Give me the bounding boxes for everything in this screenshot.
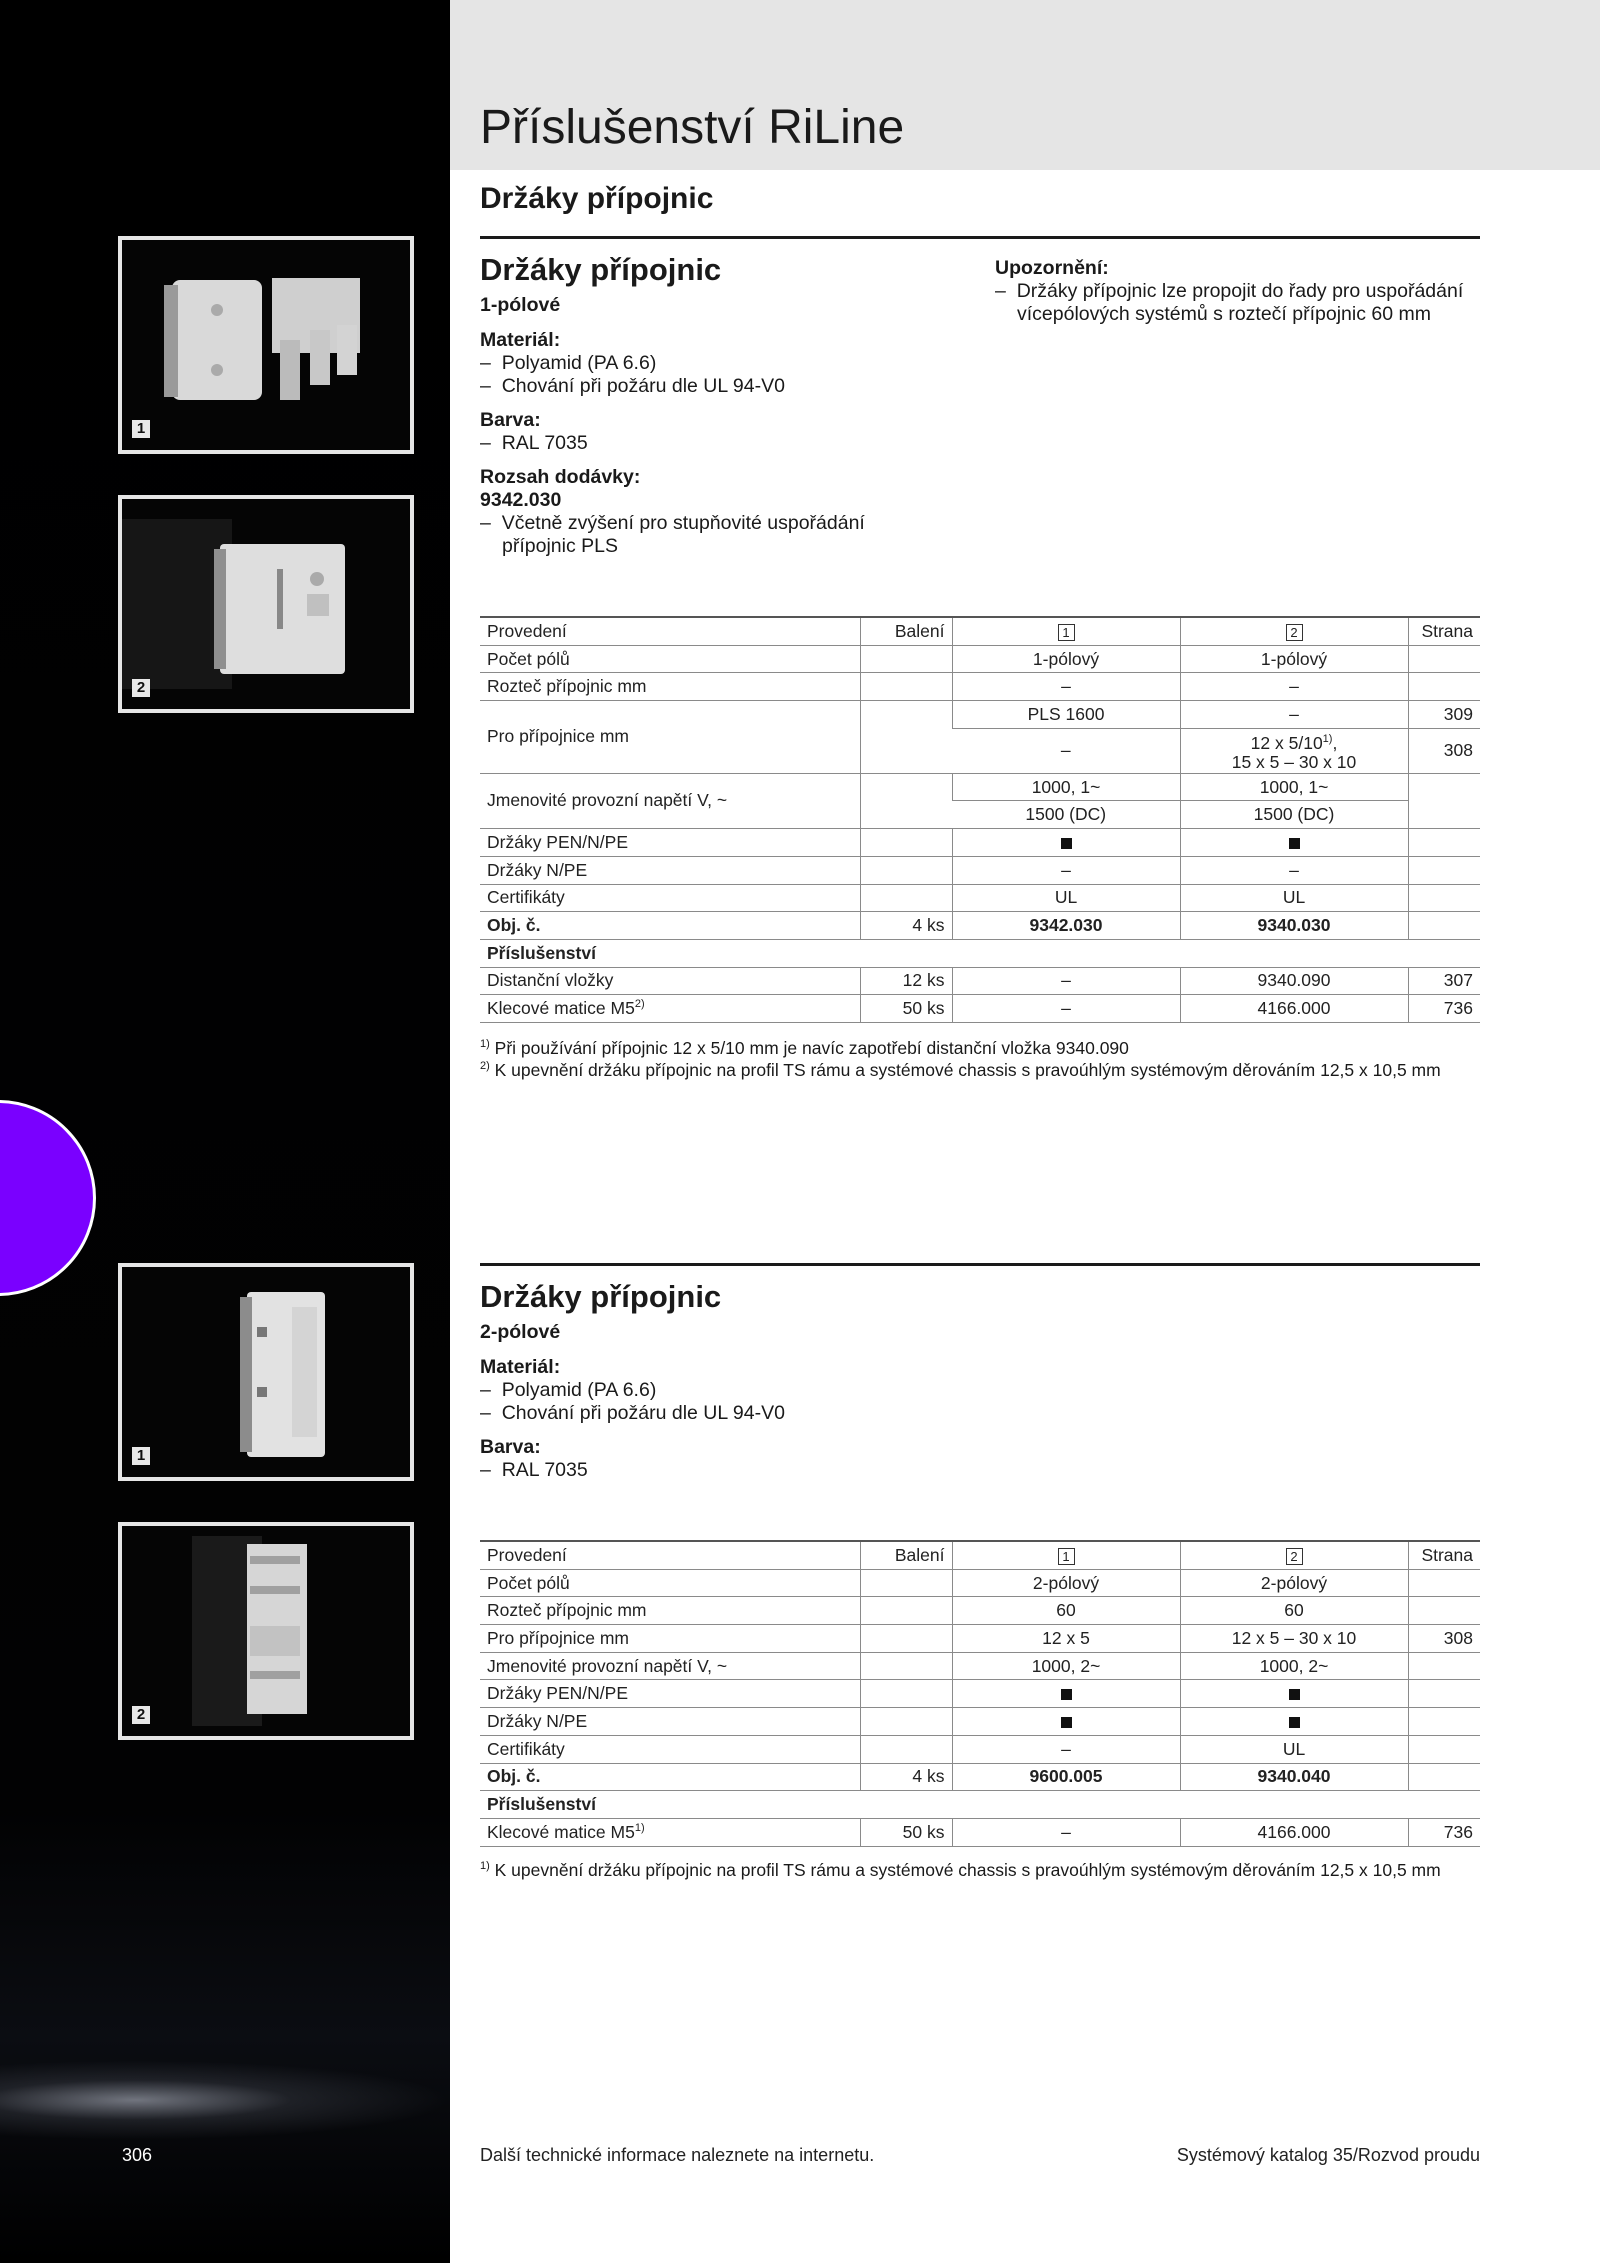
color-label: Barva: bbox=[480, 1436, 541, 1458]
scope-item: – Včetně zvýšení pro stupňovité uspořádání přípojnic PLS bbox=[480, 512, 865, 557]
section2-title: Držáky přípojnic bbox=[480, 1279, 722, 1314]
color-label: Barva: bbox=[480, 409, 541, 431]
table-row: Jmenovité provozní napětí V, ~ 1000, 1~ 1000, 1~ bbox=[480, 773, 1480, 801]
filled-square-icon bbox=[1289, 1717, 1300, 1728]
note-item: – Držáky přípojnic lze propojit do řady pro uspořádání vícepólových systémů s roztečí přípojnic 60 mm bbox=[995, 280, 1464, 325]
table-row: Držáky N/PE bbox=[480, 1708, 1480, 1736]
table-row: Příslušenství bbox=[480, 939, 1480, 967]
table-row: Distanční vložky 12 ks – 9340.090 307 bbox=[480, 967, 1480, 995]
table-row: Klecové matice M5$^{1)}$ 50 ks – 4166.000 736 bbox=[480, 1818, 1480, 1846]
table-row: – 12 x 5/10$^{1)}$, 15 x 5 – 30 x 10 308 bbox=[480, 728, 1480, 773]
note-label: Upozornění: bbox=[995, 257, 1109, 279]
table-row: Klecové matice M5$^{2)}$ 50 ks – 4166.000 736 bbox=[480, 995, 1480, 1023]
sidebar-glow bbox=[0, 2060, 450, 2140]
page-title: Příslušenství RiLine bbox=[480, 101, 905, 154]
photo-number-badge: 2 bbox=[132, 1706, 150, 1724]
photo-number-badge: 2 bbox=[132, 679, 150, 697]
section1-rule bbox=[480, 236, 1480, 239]
product-photo-1b bbox=[118, 495, 414, 713]
table-row: Certifikáty UL UL bbox=[480, 884, 1480, 912]
footnote: $^{2)}$ K upevnění držáku přípojnic na profil TS rámu a systémové chassis s pravoúhlým systémovým děrováním 12,5 x 10,5 mm bbox=[480, 1059, 1441, 1080]
table-row: 1500 (DC) 1500 (DC) bbox=[480, 801, 1480, 829]
footer-right: Systémový katalog 35/Rozvod proudu bbox=[1176, 2145, 1480, 2165]
header-cell: Balení bbox=[860, 617, 952, 645]
material-item: – Chování při požáru dle UL 94-V0 bbox=[480, 375, 785, 397]
page-number: 306 bbox=[122, 2145, 153, 2165]
header-cell: Provedení bbox=[480, 617, 860, 645]
color-item: – RAL 7035 bbox=[480, 1459, 588, 1481]
variant-label: 1-pólové bbox=[480, 294, 561, 316]
footer-left: Další technické informace naleznete na internetu. bbox=[480, 2145, 875, 2165]
table-row: Počet pólů 1-pólový 1-pólový bbox=[480, 645, 1480, 673]
scope-label: Rozsah dodávky: bbox=[480, 466, 641, 488]
table-row: Držáky PEN/N/PE bbox=[480, 1680, 1480, 1708]
table-header-row: Provedení Balení 1 2 Strana bbox=[480, 1541, 1480, 1569]
color-item: – RAL 7035 bbox=[480, 432, 588, 454]
table-header-row bbox=[480, 617, 1480, 645]
header-cell: Strana bbox=[1408, 617, 1480, 645]
table-row: Držáky PEN/N/PE bbox=[480, 829, 1480, 857]
spec-table-1 bbox=[480, 616, 1480, 1023]
filled-square-icon bbox=[1061, 838, 1072, 849]
filled-square-icon bbox=[1289, 1689, 1300, 1700]
table-row: Obj. č. 4 ks 9342.030 9340.030 bbox=[480, 912, 1480, 940]
table-row: Jmenovité provozní napětí V, ~ 1000, 2~ 1000, 2~ bbox=[480, 1652, 1480, 1680]
table-row: Rozteč přípojnic mm – – bbox=[480, 673, 1480, 701]
section2-text bbox=[480, 1321, 785, 1482]
product-photo-2b bbox=[118, 1522, 414, 1740]
section2-rule bbox=[480, 1263, 1480, 1266]
table-row: Pro přípojnice mm PLS 1600 – 309 bbox=[480, 701, 1480, 729]
page-subtitle: Držáky přípojnic bbox=[480, 182, 714, 215]
filled-square-icon bbox=[1061, 1717, 1072, 1728]
product-photo-2a bbox=[118, 1263, 414, 1481]
spec-table-2 bbox=[480, 1540, 1480, 1847]
footnote: $^{1)}$ K upevnění držáku přípojnic na profil TS rámu a systémové chassis s pravoúhlým systémovým děrováním 12,5 x 10,5 mm bbox=[480, 1859, 1441, 1880]
section1-title: Držáky přípojnic bbox=[480, 252, 722, 287]
material-item: – Chování při požáru dle UL 94-V0 bbox=[480, 1402, 785, 1424]
table-row: Příslušenství bbox=[480, 1791, 1480, 1819]
filled-square-icon bbox=[1289, 838, 1300, 849]
table-row: Rozteč přípojnic mm 60 60 bbox=[480, 1597, 1480, 1625]
material-label: Materiál: bbox=[480, 329, 561, 351]
table-row: Pro přípojnice mm 12 x 5 12 x 5 – 30 x 10 308 bbox=[480, 1625, 1480, 1653]
table-row: Počet pólů 2-pólový 2-pólový bbox=[480, 1569, 1480, 1597]
scope-code: 9342.030 bbox=[480, 489, 562, 511]
header-cell: 2 bbox=[1180, 617, 1408, 645]
photo-number-badge: 1 bbox=[132, 1447, 150, 1465]
product-photo-1a bbox=[118, 236, 414, 454]
variant-label: 2-pólové bbox=[480, 1321, 561, 1343]
table-row: Držáky N/PE – – bbox=[480, 856, 1480, 884]
header-cell: 1 bbox=[952, 617, 1180, 645]
note-box bbox=[995, 257, 1475, 326]
photo-number-badge: 1 bbox=[132, 420, 150, 438]
table-row: Certifikáty – UL bbox=[480, 1735, 1480, 1763]
material-label: Materiál: bbox=[480, 1356, 561, 1378]
material-item: – Polyamid (PA 6.6) bbox=[480, 352, 657, 374]
section1-text bbox=[480, 294, 942, 558]
filled-square-icon bbox=[1061, 1689, 1072, 1700]
table-row: Obj. č. 4 ks 9600.005 9340.040 bbox=[480, 1763, 1480, 1791]
material-item: – Polyamid (PA 6.6) bbox=[480, 1379, 657, 1401]
footnote: $^{1)}$ Při používání přípojnic 12 x 5/10 mm je navíc zapotřebí distanční vložka 9340.090 bbox=[480, 1037, 1129, 1058]
